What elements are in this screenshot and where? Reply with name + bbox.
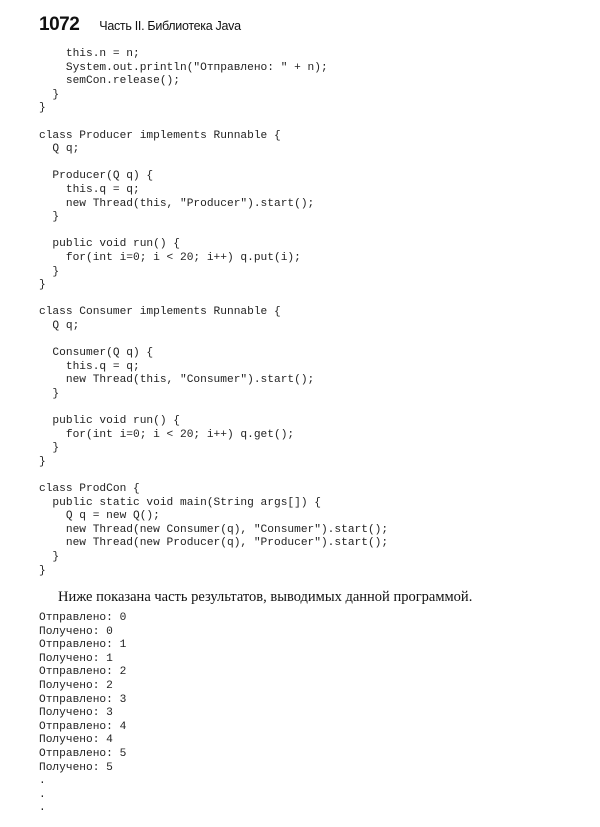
code-line: class Consumer implements Runnable { xyxy=(39,306,281,319)
code-line xyxy=(39,293,388,307)
code-line xyxy=(39,469,388,483)
output-line: . xyxy=(39,775,46,788)
output-line: Отправлено: 4 xyxy=(39,720,127,733)
code-line: for(int i=0; i < 20; i++) q.get(); xyxy=(39,428,295,441)
code-line: } xyxy=(39,211,60,224)
code-line: semCon.release(); xyxy=(39,75,180,88)
code-line: } xyxy=(39,564,46,577)
code-line: this.n = n; xyxy=(39,48,140,60)
output-line: . xyxy=(39,802,46,815)
output-line: Получено: 5 xyxy=(39,761,113,774)
code-line: Q q; xyxy=(39,143,80,156)
output-line: Отправлено: 2 xyxy=(39,666,127,679)
code-line: class Producer implements Runnable { xyxy=(39,129,281,142)
page-number: 1072 xyxy=(39,14,80,35)
code-line xyxy=(39,116,388,130)
output-line: Получено: 4 xyxy=(39,734,113,747)
code-line: this.q = q; xyxy=(39,183,140,196)
page-header xyxy=(39,14,241,36)
code-line: System.out.println("Отправлено: " + n); xyxy=(39,61,328,74)
output-line: Отправлено: 0 xyxy=(39,612,127,624)
output-line: Получено: 1 xyxy=(39,652,113,665)
code-line xyxy=(39,401,388,415)
code-line: Q q; xyxy=(39,319,80,332)
code-line: } xyxy=(39,102,46,115)
code-line xyxy=(39,333,388,347)
output-line: Получено: 0 xyxy=(39,625,113,638)
code-line: } xyxy=(39,550,60,563)
code-line: new Thread(this, "Producer").start(); xyxy=(39,197,315,210)
code-line: public void run() { xyxy=(39,415,180,428)
code-line: } xyxy=(39,265,60,278)
output-line: Отправлено: 1 xyxy=(39,639,127,652)
code-line: new Thread(new Producer(q), "Producer").start(); xyxy=(39,537,389,550)
output-line: Отправлено: 5 xyxy=(39,747,127,760)
code-line: } xyxy=(39,442,60,455)
program-output xyxy=(39,612,126,816)
code-line: } xyxy=(39,88,60,101)
code-line: this.q = q; xyxy=(39,360,140,373)
code-line: Producer(Q q) { xyxy=(39,170,154,183)
code-line: public static void main(String args[]) { xyxy=(39,496,321,509)
code-listing xyxy=(39,48,388,578)
output-line: Получено: 2 xyxy=(39,679,113,692)
body-paragraph: Ниже показана часть результатов, выводимых данной программой. xyxy=(58,589,473,605)
code-line: Consumer(Q q) { xyxy=(39,347,154,360)
code-line: public void run() { xyxy=(39,238,180,251)
code-line xyxy=(39,225,388,239)
output-line: Получено: 3 xyxy=(39,707,113,720)
running-title: Часть II. Библиотека Java xyxy=(99,19,241,33)
output-line: . xyxy=(39,788,46,801)
code-line: class ProdCon { xyxy=(39,483,140,495)
code-line: new Thread(this, "Consumer").start(); xyxy=(39,374,315,387)
code-line: Q q = new Q(); xyxy=(39,510,160,523)
code-line: new Thread(new Consumer(q), "Consumer").start(); xyxy=(39,523,389,536)
code-line: } xyxy=(39,279,46,292)
code-line: } xyxy=(39,455,46,468)
code-line: for(int i=0; i < 20; i++) q.put(i); xyxy=(39,251,301,264)
output-line: Отправлено: 3 xyxy=(39,693,127,706)
code-line xyxy=(39,157,388,171)
code-line: } xyxy=(39,387,60,400)
